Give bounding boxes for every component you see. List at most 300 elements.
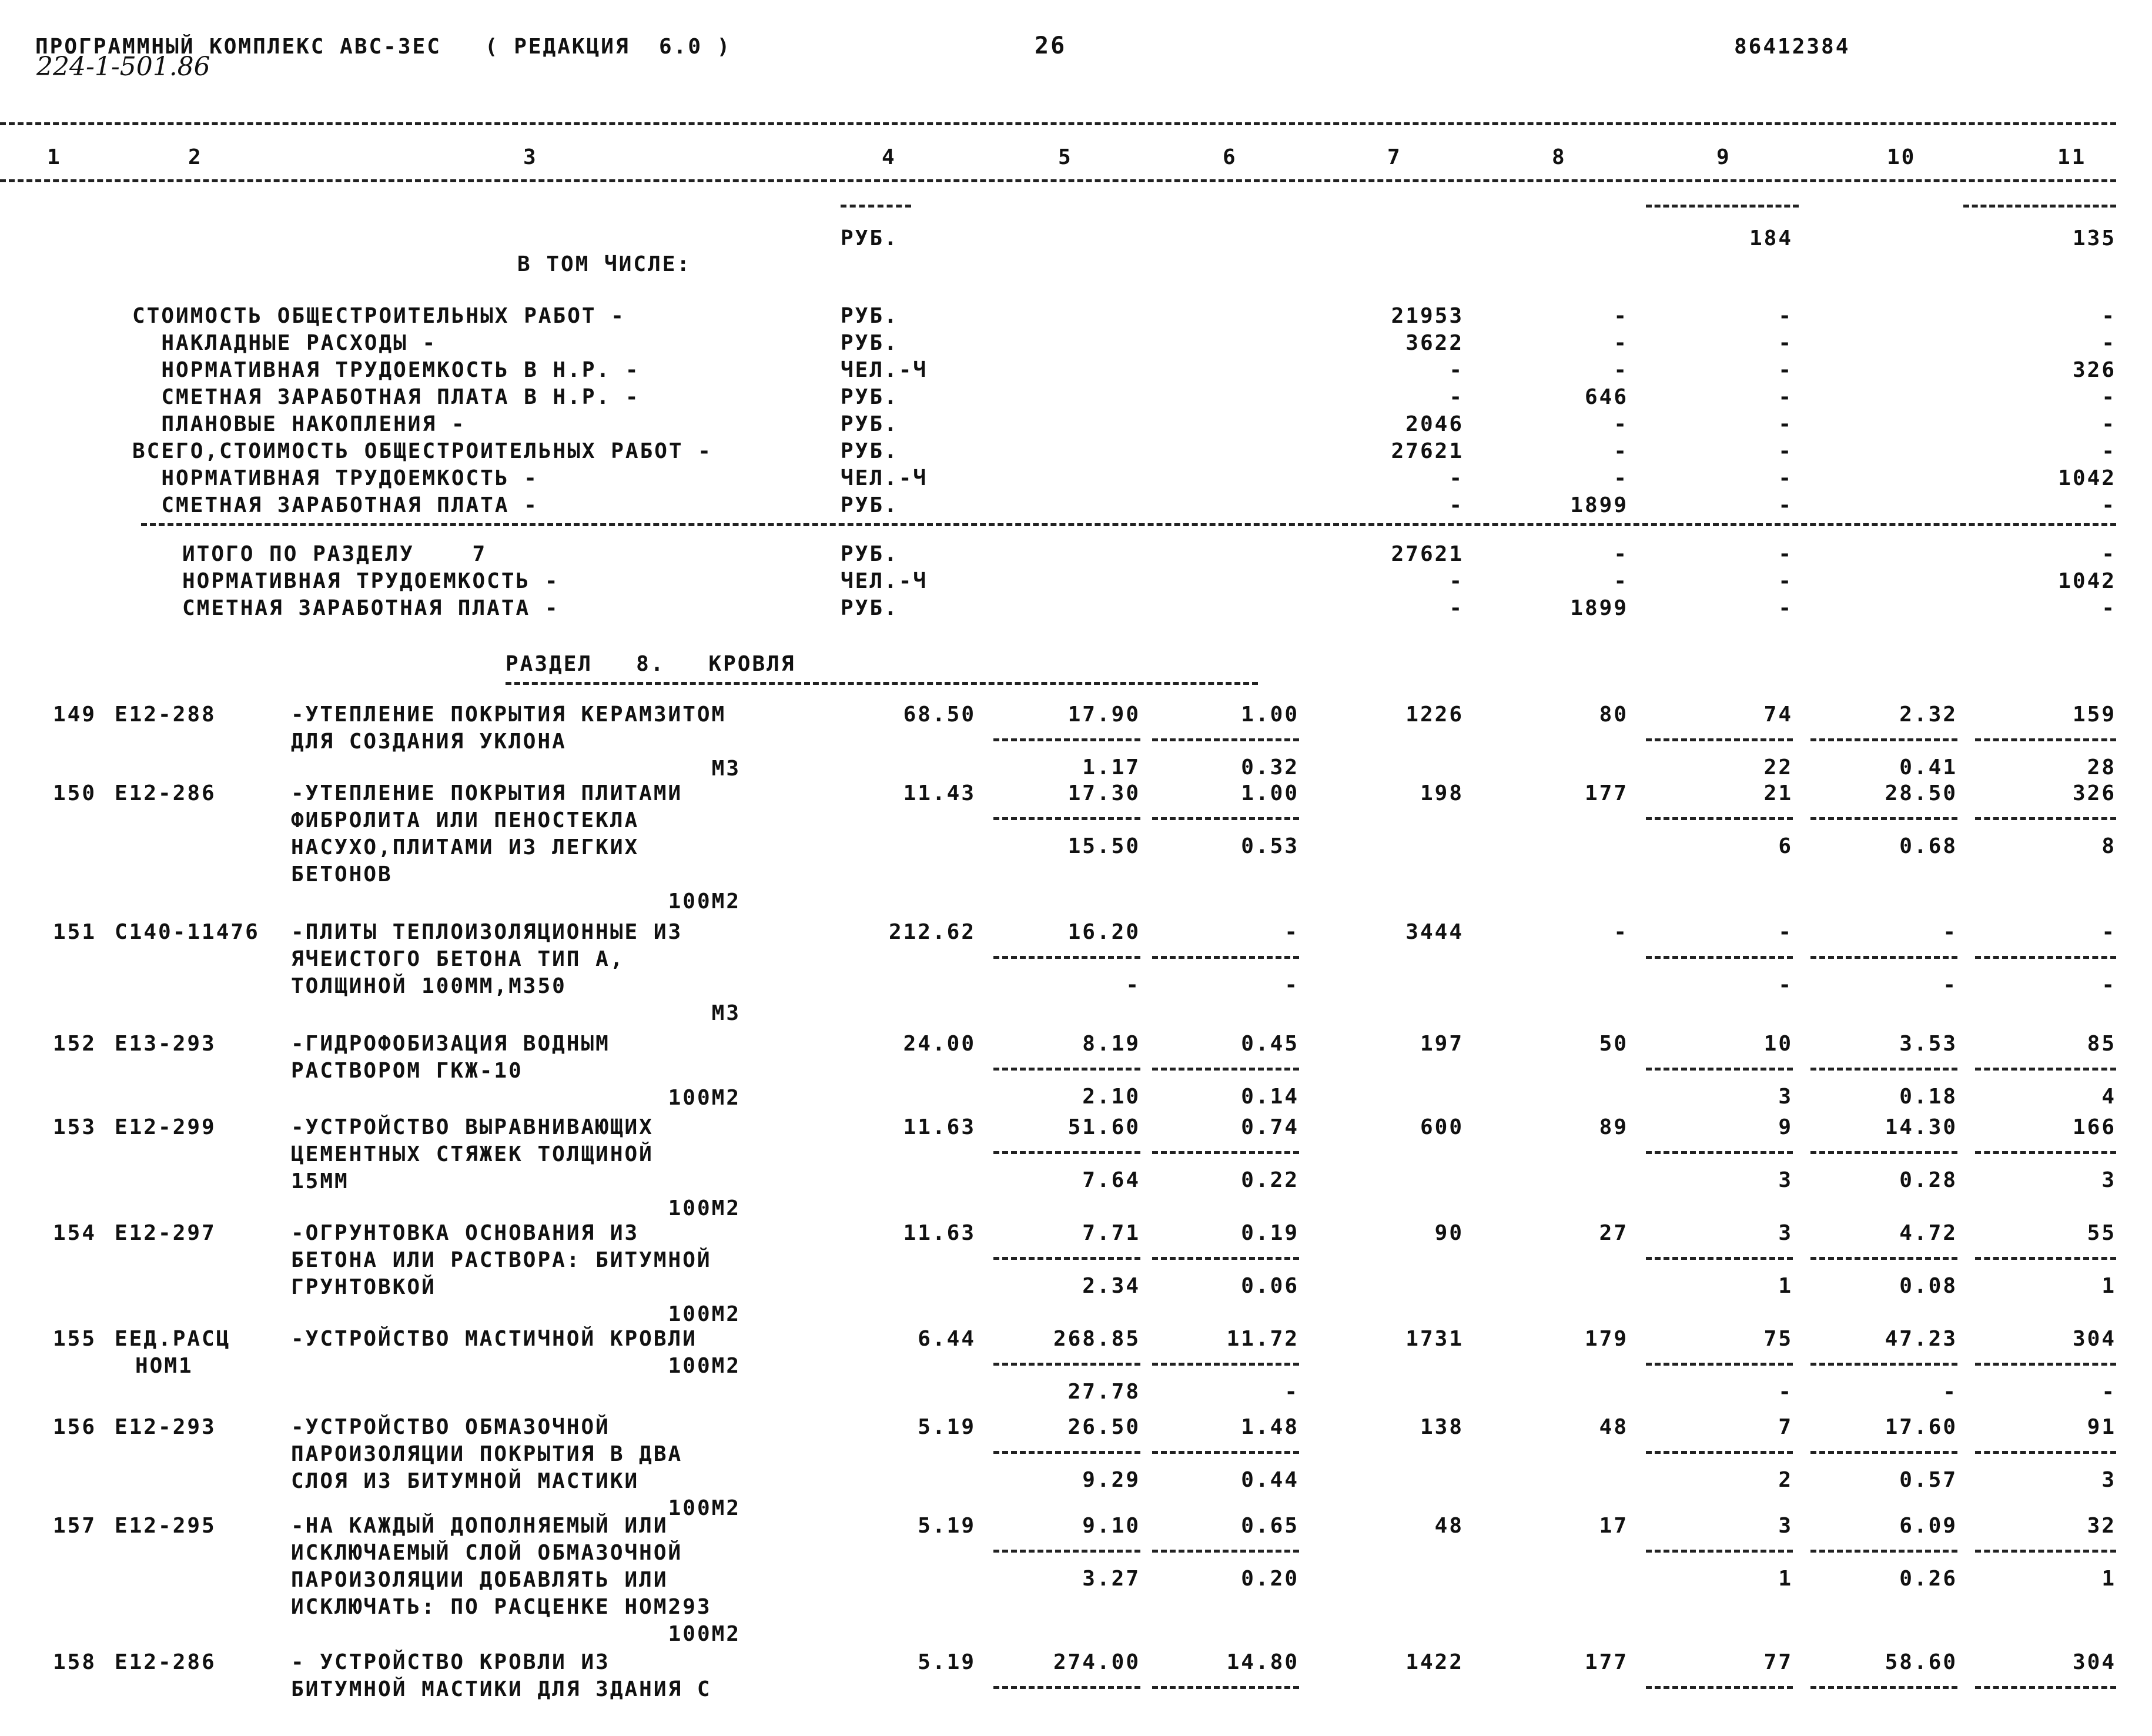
summary-value-c7: 3622	[1405, 331, 1464, 355]
program-header: ПРОГРАММНЫЙ КОМПЛЕКС АВС-3ЕС ( РЕДАКЦИЯ 6.0 )	[35, 35, 732, 59]
item-value-c8: 50	[1599, 1032, 1628, 1056]
item-description: СЛОЯ ИЗ БИТУМНОЙ МАСТИКИ	[291, 1469, 640, 1493]
item-value-c9: 75	[1763, 1327, 1793, 1351]
item-value-c7: 198	[1420, 781, 1464, 805]
item-value-c11: 304	[2072, 1327, 2116, 1351]
item-rule	[1646, 1686, 1793, 1689]
item-value-c10b: 0.57	[1899, 1468, 1957, 1492]
item-rule	[1810, 956, 1957, 959]
summary-value-c9: -	[1778, 385, 1793, 409]
column-number: 6	[1223, 145, 1237, 169]
item-value-c11: 55	[2087, 1221, 2116, 1245]
item-description: -НА КАЖДЫЙ ДОПОЛНЯЕМЫЙ ИЛИ	[291, 1514, 668, 1538]
item-number: 158	[53, 1650, 97, 1674]
item-value-c5: 274.00	[1053, 1650, 1140, 1674]
item-value-c5b: 7.64	[1082, 1168, 1140, 1192]
summary-value-c8: -	[1614, 439, 1628, 463]
item-value-c9: 9	[1778, 1115, 1793, 1139]
item-unit: 100М2	[668, 1622, 741, 1646]
item-value-c11b: 1	[2101, 1274, 2116, 1298]
item-value-c6: 0.74	[1241, 1115, 1299, 1139]
item-rule	[993, 738, 1140, 741]
item-description: РАСТВОРОМ ГКЖ-10	[291, 1059, 523, 1083]
item-value-c10: -	[1943, 920, 1957, 944]
item-value-c6: 1.00	[1241, 781, 1299, 805]
item-value-c8: -	[1614, 920, 1628, 944]
summary-value-c8: -	[1614, 542, 1628, 566]
column-number: 4	[882, 145, 896, 169]
item-code: Е12-299	[115, 1115, 216, 1139]
item-rule	[1646, 1363, 1793, 1366]
item-value-c9b: 3	[1778, 1168, 1793, 1192]
summary-label: НАКЛАДНЫЕ РАСХОДЫ -	[132, 331, 437, 355]
item-value-c10: 2.32	[1899, 703, 1957, 727]
item-value-c5b: 15.50	[1067, 834, 1140, 858]
item-value-c4: 5.19	[918, 1650, 976, 1674]
item-value-c11b: 3	[2101, 1168, 2116, 1192]
item-code: Е12-286	[115, 1650, 216, 1674]
item-value-c7: 138	[1420, 1415, 1464, 1439]
item-description: ПАРОИЗОЛЯЦИИ ДОБАВЛЯТЬ ИЛИ	[291, 1568, 668, 1592]
item-rule	[1810, 1451, 1957, 1454]
item-value-c11b: -	[2101, 973, 2116, 997]
item-unit: 100М2	[668, 1496, 741, 1520]
item-value-c5: 17.90	[1067, 703, 1140, 727]
item-description: -УСТРОЙСТВО ВЫРАВНИВАЮЩИХ	[291, 1115, 654, 1139]
including-label: В ТОМ ЧИСЛЕ:	[517, 252, 692, 276]
item-value-c5b: 2.34	[1082, 1274, 1140, 1298]
item-value-c10: 47.23	[1885, 1327, 1957, 1351]
item-value-c10b: -	[1943, 1380, 1957, 1404]
item-description: ЦЕМЕНТНЫХ СТЯЖЕК ТОЛЩИНОЙ	[291, 1142, 654, 1166]
item-value-c8: 27	[1599, 1221, 1628, 1245]
item-rule	[993, 817, 1140, 820]
item-value-c9: 7	[1778, 1415, 1793, 1439]
item-value-c9: 3	[1778, 1221, 1793, 1245]
summary-value-c7: -	[1449, 358, 1464, 382]
item-value-c4: 5.19	[918, 1415, 976, 1439]
unit-label: РУБ.	[841, 226, 899, 250]
item-value-c5b: 9.29	[1082, 1468, 1140, 1492]
item-number: 149	[53, 703, 97, 727]
item-value-c5b: -	[1126, 973, 1140, 997]
item-value-c7: 90	[1434, 1221, 1464, 1245]
item-value-c9b: 1	[1778, 1567, 1793, 1591]
header-rule-bottom	[0, 179, 2116, 182]
item-rule	[1810, 1686, 1957, 1689]
item-description: -ОГРУНТОВКА ОСНОВАНИЯ ИЗ	[291, 1221, 640, 1245]
summary-value-c11: 1042	[2058, 569, 2116, 593]
summary-value-c11: -	[2101, 385, 2116, 409]
item-rule	[1152, 1550, 1299, 1553]
summary-label: ВСЕГО,СТОИМОСТЬ ОБЩЕСТРОИТЕЛЬНЫХ РАБОТ -	[132, 439, 712, 463]
item-rule	[1152, 1686, 1299, 1689]
item-value-c5: 26.50	[1067, 1415, 1140, 1439]
item-value-c6: 0.19	[1241, 1221, 1299, 1245]
item-rule	[1810, 1151, 1957, 1154]
item-rule	[1975, 1451, 2116, 1454]
item-rule	[1646, 1451, 1793, 1454]
item-rule	[1646, 1550, 1793, 1553]
summary-value-c11: -	[2101, 412, 2116, 436]
item-value-c10: 6.09	[1899, 1514, 1957, 1538]
item-rule	[1975, 956, 2116, 959]
item-value-c9b: -	[1778, 973, 1793, 997]
subtotal-rule	[1963, 205, 2116, 208]
item-value-c11: 166	[2072, 1115, 2116, 1139]
subtotal-rule	[1646, 205, 1799, 208]
item-value-c4: 24.00	[903, 1032, 976, 1056]
summary-value-c8: -	[1614, 358, 1628, 382]
item-number: 151	[53, 920, 97, 944]
item-rule	[1975, 1257, 2116, 1260]
item-value-c9: 77	[1763, 1650, 1793, 1674]
item-rule	[1152, 956, 1299, 959]
item-value-c9b: 22	[1763, 755, 1793, 780]
summary-value-c8: -	[1614, 331, 1628, 355]
item-rule	[993, 1257, 1140, 1260]
summary-unit: РУБ.	[841, 385, 899, 409]
item-unit: М3	[711, 757, 741, 781]
summary-label: ИТОГО ПО РАЗДЕЛУ 7	[182, 542, 487, 566]
value-col11: 135	[2072, 226, 2116, 250]
item-rule	[1975, 1686, 2116, 1689]
item-value-c4: 68.50	[903, 703, 976, 727]
item-value-c11: 159	[2072, 703, 2116, 727]
item-rule	[1975, 738, 2116, 741]
section-title-underline	[506, 682, 1258, 685]
item-unit: 100М2	[668, 889, 741, 914]
item-value-c4: 11.63	[903, 1221, 976, 1245]
summary-unit: ЧЕЛ.-Ч	[841, 466, 928, 490]
item-rule	[993, 1550, 1140, 1553]
column-number: 11	[2057, 145, 2087, 169]
item-value-c9b: 3	[1778, 1085, 1793, 1109]
item-value-c6: 11.72	[1226, 1327, 1299, 1351]
item-value-c11: -	[2101, 920, 2116, 944]
item-value-c8: 48	[1599, 1415, 1628, 1439]
item-value-c5: 7.71	[1082, 1221, 1140, 1245]
item-value-c10b: 0.18	[1899, 1085, 1957, 1109]
item-value-c5: 8.19	[1082, 1032, 1140, 1056]
item-rule	[1646, 1068, 1793, 1071]
item-unit: 100М2	[668, 1354, 741, 1378]
item-value-c10: 3.53	[1899, 1032, 1957, 1056]
item-code: Е13-293	[115, 1032, 216, 1056]
item-description: ДЛЯ СОЗДАНИЯ УКЛОНА	[291, 730, 567, 754]
item-value-c9: 74	[1763, 703, 1793, 727]
item-rule	[1810, 1550, 1957, 1553]
item-description: ИСКЛЮЧАЕМЫЙ СЛОЙ ОБМАЗОЧНОЙ	[291, 1541, 683, 1565]
item-value-c5b: 3.27	[1082, 1567, 1140, 1591]
summary-unit: ЧЕЛ.-Ч	[841, 569, 928, 593]
summary-value-c7: 27621	[1391, 542, 1464, 566]
summary-unit: РУБ.	[841, 439, 899, 463]
summary-label: ПЛАНОВЫЕ НАКОПЛЕНИЯ -	[132, 412, 466, 436]
summary-label: СТОИМОСТЬ ОБЩЕСТРОИТЕЛЬНЫХ РАБОТ -	[132, 304, 625, 328]
item-value-c6b: -	[1284, 973, 1299, 997]
item-value-c7: 600	[1420, 1115, 1464, 1139]
item-rule	[1152, 1151, 1299, 1154]
item-value-c5: 268.85	[1053, 1327, 1140, 1351]
item-number: 157	[53, 1514, 97, 1538]
summary-value-c8: -	[1614, 412, 1628, 436]
item-rule	[1646, 817, 1793, 820]
item-value-c9: 21	[1763, 781, 1793, 805]
column-number: 1	[47, 145, 62, 169]
item-rule	[1646, 1257, 1793, 1260]
item-value-c11b: 8	[2101, 834, 2116, 858]
item-value-c6: 1.48	[1241, 1415, 1299, 1439]
item-value-c9b: -	[1778, 1380, 1793, 1404]
item-value-c11: 304	[2072, 1650, 2116, 1674]
item-description: ТОЛЩИНОЙ 100ММ,М350	[291, 974, 567, 998]
item-rule	[1646, 738, 1793, 741]
header-rule-top	[0, 122, 2116, 125]
item-value-c7: 1731	[1405, 1327, 1464, 1351]
item-code: С140-11476	[115, 920, 260, 944]
summary-value-c9: -	[1778, 493, 1793, 517]
item-value-c6: -	[1284, 920, 1299, 944]
item-value-c11: 32	[2087, 1514, 2116, 1538]
page-number: 26	[1035, 32, 1067, 59]
item-value-c6b: -	[1284, 1380, 1299, 1404]
item-value-c7: 3444	[1405, 920, 1464, 944]
summary-label: СМЕТНАЯ ЗАРАБОТНАЯ ПЛАТА -	[132, 493, 538, 517]
summary-value-c9: -	[1778, 358, 1793, 382]
item-value-c11b: 4	[2101, 1085, 2116, 1109]
summary-value-c11: 1042	[2058, 466, 2116, 490]
item-value-c8: 17	[1599, 1514, 1628, 1538]
item-description: ГРУНТОВКОЙ	[291, 1275, 436, 1299]
item-rule	[1975, 1363, 2116, 1366]
summary-value-c7: -	[1449, 466, 1464, 490]
item-value-c10b: 0.26	[1899, 1567, 1957, 1591]
summary-unit: РУБ.	[841, 412, 899, 436]
item-value-c9b: 6	[1778, 834, 1793, 858]
summary-value-c7: -	[1449, 385, 1464, 409]
item-value-c6b: 0.20	[1241, 1567, 1299, 1591]
item-value-c4: 5.19	[918, 1514, 976, 1538]
item-value-c11: 326	[2072, 781, 2116, 805]
item-value-c6b: 0.53	[1241, 834, 1299, 858]
item-value-c9: 10	[1763, 1032, 1793, 1056]
item-description: -УСТРОЙСТВО МАСТИЧНОЙ КРОВЛИ	[291, 1327, 697, 1351]
item-value-c10b: -	[1943, 973, 1957, 997]
item-value-c10: 14.30	[1885, 1115, 1957, 1139]
item-value-c10b: 0.08	[1899, 1274, 1957, 1298]
item-rule	[1152, 1257, 1299, 1260]
summary-value-c11: -	[2101, 304, 2116, 328]
column-number: 2	[188, 145, 203, 169]
summary-value-c11: -	[2101, 493, 2116, 517]
item-value-c6: 0.65	[1241, 1514, 1299, 1538]
item-description: ПАРОИЗОЛЯЦИИ ПОКРЫТИЯ В ДВА	[291, 1442, 683, 1466]
item-rule	[993, 1686, 1140, 1689]
item-description: БИТУМНОЙ МАСТИКИ ДЛЯ ЗДАНИЯ С	[291, 1677, 712, 1701]
summary-value-c8: 1899	[1570, 493, 1628, 517]
summary-value-c9: -	[1778, 569, 1793, 593]
item-rule	[1152, 1451, 1299, 1454]
summary-unit: РУБ.	[841, 493, 899, 517]
subtotal-rule	[141, 523, 2116, 526]
item-description: -ГИДРОФОБИЗАЦИЯ ВОДНЫМ	[291, 1032, 610, 1056]
item-number: 153	[53, 1115, 97, 1139]
item-rule	[1975, 1068, 2116, 1071]
column-number: 9	[1716, 145, 1731, 169]
item-rule	[1810, 817, 1957, 820]
summary-value-c9: -	[1778, 412, 1793, 436]
unit-rule	[841, 205, 911, 208]
item-value-c6b: 0.32	[1241, 755, 1299, 780]
item-value-c10: 28.50	[1885, 781, 1957, 805]
item-value-c7: 197	[1420, 1032, 1464, 1056]
item-rule	[1810, 1068, 1957, 1071]
summary-label: СМЕТНАЯ ЗАРАБОТНАЯ ПЛАТА -	[182, 596, 560, 620]
summary-label: СМЕТНАЯ ЗАРАБОТНАЯ ПЛАТА В Н.Р. -	[132, 385, 640, 409]
item-value-c6b: 0.44	[1241, 1468, 1299, 1492]
summary-label: НОРМАТИВНАЯ ТРУДОЕМКОСТЬ В Н.Р. -	[132, 358, 640, 382]
item-rule	[1646, 1151, 1793, 1154]
section-title: РАЗДЕЛ 8. КРОВЛЯ	[506, 652, 796, 676]
summary-value-c8: -	[1614, 466, 1628, 490]
item-value-c10: 4.72	[1899, 1221, 1957, 1245]
item-value-c10: 58.60	[1885, 1650, 1957, 1674]
item-value-c11b: -	[2101, 1380, 2116, 1404]
item-value-c9b: 2	[1778, 1468, 1793, 1492]
summary-label: НОРМАТИВНАЯ ТРУДОЕМКОСТЬ -	[132, 466, 538, 490]
item-number: 156	[53, 1415, 97, 1439]
item-value-c8: 80	[1599, 703, 1628, 727]
column-number: 10	[1887, 145, 1916, 169]
handwritten-code: 224-1-501.86	[36, 52, 210, 82]
item-code: Е12-295	[115, 1514, 216, 1538]
item-rule	[1810, 1257, 1957, 1260]
doc-code: 86412384	[1734, 35, 1850, 59]
summary-value-c9: -	[1778, 466, 1793, 490]
item-description: НАСУХО,ПЛИТАМИ ИЗ ЛЕГКИХ	[291, 835, 640, 859]
item-value-c4: 6.44	[918, 1327, 976, 1351]
item-rule	[1975, 1151, 2116, 1154]
item-description: - УСТРОЙСТВО КРОВЛИ ИЗ	[291, 1650, 610, 1674]
item-value-c7: 1226	[1405, 703, 1464, 727]
item-unit: 100М2	[668, 1302, 741, 1326]
item-rule	[1152, 738, 1299, 741]
item-value-c7: 1422	[1405, 1650, 1464, 1674]
item-unit: 100М2	[668, 1086, 741, 1110]
summary-unit: ЧЕЛ.-Ч	[841, 358, 928, 382]
item-value-c5b: 27.78	[1067, 1380, 1140, 1404]
summary-unit: РУБ.	[841, 331, 899, 355]
item-value-c9b: 1	[1778, 1274, 1793, 1298]
item-value-c6: 14.80	[1226, 1650, 1299, 1674]
item-rule	[1810, 738, 1957, 741]
item-description: БЕТОНА ИЛИ РАСТВОРА: БИТУМНОЙ	[291, 1248, 712, 1272]
item-code: Е12-293	[115, 1415, 216, 1439]
summary-unit: РУБ.	[841, 542, 899, 566]
item-value-c6b: 0.22	[1241, 1168, 1299, 1192]
item-value-c10b: 0.41	[1899, 755, 1957, 780]
item-value-c8: 177	[1584, 781, 1628, 805]
summary-value-c8: 1899	[1570, 596, 1628, 620]
item-value-c5: 16.20	[1067, 920, 1140, 944]
summary-value-c8: 646	[1584, 385, 1628, 409]
value-col9: 184	[1749, 226, 1793, 250]
item-value-c5: 17.30	[1067, 781, 1140, 805]
item-number: 154	[53, 1221, 97, 1245]
item-number: 150	[53, 781, 97, 805]
summary-value-c9: -	[1778, 331, 1793, 355]
item-code: ЕЕД.РАСЦ	[115, 1327, 231, 1351]
item-description: -УСТРОЙСТВО ОБМАЗОЧНОЙ	[291, 1415, 610, 1439]
item-code: Е12-288	[115, 703, 216, 727]
item-value-c11b: 1	[2101, 1567, 2116, 1591]
item-unit: М3	[711, 1001, 741, 1025]
item-rule	[993, 956, 1140, 959]
item-description: ИСКЛЮЧАТЬ: ПО РАСЦЕНКЕ НОМ293	[291, 1595, 712, 1619]
summary-value-c11: -	[2101, 596, 2116, 620]
item-value-c11b: 28	[2087, 755, 2116, 780]
summary-label: НОРМАТИВНАЯ ТРУДОЕМКОСТЬ -	[182, 569, 560, 593]
summary-value-c11: -	[2101, 331, 2116, 355]
item-value-c11: 85	[2087, 1032, 2116, 1056]
item-unit: 100М2	[668, 1196, 741, 1220]
item-code: Е12-286	[115, 781, 216, 805]
column-number: 5	[1058, 145, 1073, 169]
summary-unit: РУБ.	[841, 304, 899, 328]
item-value-c4: 212.62	[888, 920, 976, 944]
item-value-c9: 3	[1778, 1514, 1793, 1538]
item-rule	[1152, 1363, 1299, 1366]
item-value-c10b: 0.28	[1899, 1168, 1957, 1192]
item-value-c10b: 0.68	[1899, 834, 1957, 858]
item-rule	[993, 1068, 1140, 1071]
item-rule	[993, 1363, 1140, 1366]
item-value-c5: 9.10	[1082, 1514, 1140, 1538]
item-code: НОМ1	[135, 1354, 193, 1378]
item-rule	[1810, 1363, 1957, 1366]
item-code: Е12-297	[115, 1221, 216, 1245]
item-description: ЯЧЕИСТОГО БЕТОНА ТИП А,	[291, 947, 625, 971]
summary-value-c9: -	[1778, 439, 1793, 463]
summary-value-c9: -	[1778, 304, 1793, 328]
item-description: -ПЛИТЫ ТЕПЛОИЗОЛЯЦИОННЫЕ ИЗ	[291, 920, 683, 944]
item-value-c5b: 2.10	[1082, 1085, 1140, 1109]
item-rule	[993, 1451, 1140, 1454]
item-value-c6b: 0.06	[1241, 1274, 1299, 1298]
summary-value-c7: 21953	[1391, 304, 1464, 328]
item-value-c8: 179	[1584, 1327, 1628, 1351]
summary-value-c11: 326	[2072, 358, 2116, 382]
item-number: 152	[53, 1032, 97, 1056]
item-value-c8: 177	[1584, 1650, 1628, 1674]
summary-value-c11: -	[2101, 542, 2116, 566]
column-number: 8	[1552, 145, 1567, 169]
item-value-c6: 1.00	[1241, 703, 1299, 727]
item-description: -УТЕПЛЕНИЕ ПОКРЫТИЯ КЕРАМЗИТОМ	[291, 703, 727, 727]
item-rule	[1152, 817, 1299, 820]
item-value-c9: -	[1778, 920, 1793, 944]
item-value-c4: 11.43	[903, 781, 976, 805]
item-value-c8: 89	[1599, 1115, 1628, 1139]
column-number: 3	[523, 145, 538, 169]
summary-value-c8: -	[1614, 569, 1628, 593]
item-description: БЕТОНОВ	[291, 862, 393, 887]
summary-value-c7: 2046	[1405, 412, 1464, 436]
summary-value-c9: -	[1778, 542, 1793, 566]
summary-value-c9: -	[1778, 596, 1793, 620]
item-value-c7: 48	[1434, 1514, 1464, 1538]
